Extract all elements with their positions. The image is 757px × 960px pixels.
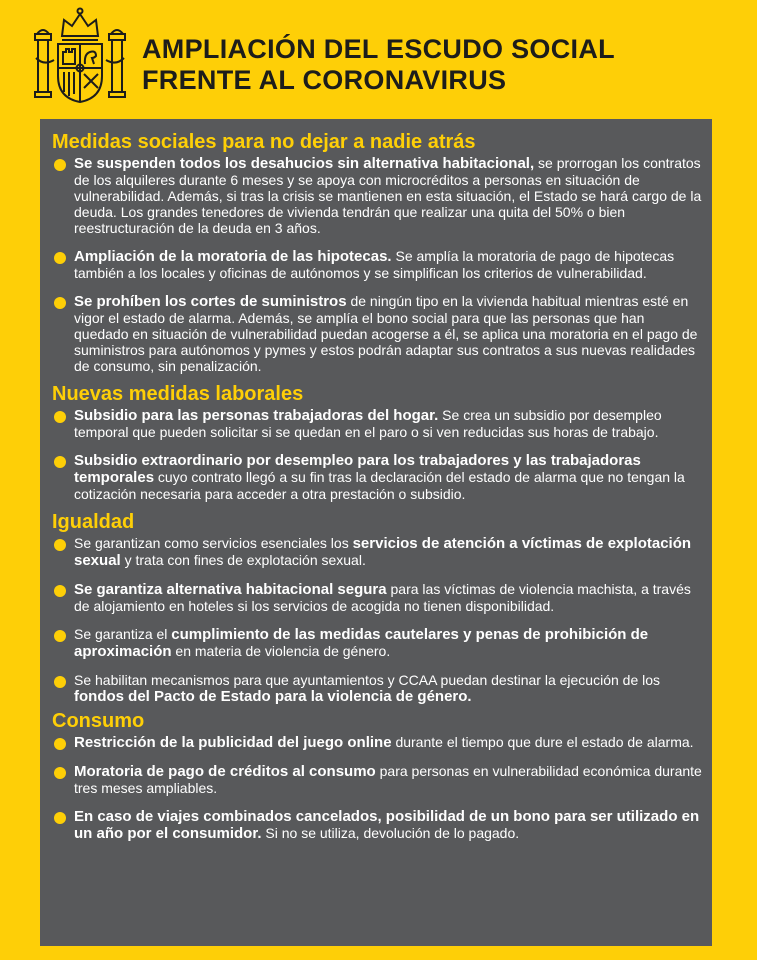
bullet-dot-icon — [54, 159, 66, 171]
item-text: durante el tiempo que dure el estado de alarma. — [391, 734, 694, 750]
bullet-dot-icon — [54, 539, 66, 551]
item-text: en materia de violencia de género. — [171, 643, 391, 659]
item-text: y trata con fines de explotación sexual. — [120, 552, 366, 568]
list-item — [52, 452, 702, 502]
item-text: de ningún tipo en la vivienda habitual mientras esté en vigor el estado de alarma. Además, se amplía el bono social para que las personas que han quedado en situación de vulnerabilidad puedan acogerse a él, se aplica una moratoria en el pago de suministros para autónomos y pymes y estos podrán adaptar sus contratos a sus nuevas realidades de consumo, sin penalización. — [74, 293, 698, 374]
page-title — [142, 34, 615, 96]
title-line-1: AMPLIACIÓN DEL ESCUDO SOCIAL — [142, 34, 615, 64]
list-item — [52, 808, 702, 842]
bullet-dot-icon — [54, 297, 66, 309]
list-item — [52, 407, 702, 440]
list-item — [52, 155, 702, 236]
item-bold: Restricción de la publicidad del juego online — [74, 734, 392, 751]
item-bold: Se garantiza alternativa habitacional segura — [74, 581, 387, 598]
item-bold: En caso de viajes combinados cancelados, posibilidad de un bono para ser utilizado en un año por el consumidor. — [74, 808, 700, 842]
title-line-2: FRENTE AL CORONAVIRUS — [142, 65, 507, 95]
bullet-dot-icon — [54, 585, 66, 597]
section-title-medidas-laborales: Nuevas medidas laborales — [52, 383, 304, 405]
bullet-dot-icon — [54, 411, 66, 423]
bullet-dot-icon — [54, 767, 66, 779]
item-text: Si no se utiliza, devolución de lo pagado. — [261, 825, 520, 841]
bullet-dot-icon — [54, 252, 66, 264]
item-pre: Se habilitan mecanismos para que ayuntamientos y CCAA puedan destinar la ejecución de los — [74, 672, 661, 688]
section-title-igualdad: Igualdad — [52, 511, 135, 533]
coat-of-arms-icon — [34, 6, 126, 106]
item-text: Se amplía la moratoria de pago de hipotecas también a los locales y oficinas de autónomos y se simplifican los criterios de vulnerabilidad. — [74, 248, 675, 281]
list-item — [52, 535, 702, 569]
item-bold: Subsidio extraordinario por desempleo para los trabajadores y las trabajadoras temporales — [74, 452, 641, 486]
item-bold: fondos del Pacto de Estado para la violencia de género. — [74, 688, 472, 705]
list-item — [52, 581, 702, 614]
item-bold: Ampliación de la moratoria de las hipotecas. — [74, 248, 392, 265]
item-bold: Se prohíben los cortes de suministros — [74, 293, 347, 310]
item-text: para personas en vulnerabilidad económica durante tres meses ampliables. — [74, 763, 702, 796]
list-item — [52, 626, 702, 660]
bullet-dot-icon — [54, 812, 66, 824]
list-item — [52, 734, 702, 751]
item-pre: Se garantiza el — [74, 626, 172, 642]
item-bold: Subsidio para las personas trabajadoras del hogar. — [74, 407, 439, 424]
item-pre: Se garantizan como servicios esenciales los — [74, 535, 353, 551]
list-item — [52, 293, 702, 374]
bullet-dot-icon — [54, 676, 66, 688]
item-bold: cumplimiento de las medidas cautelares y penas de prohibición de aproximación — [74, 626, 649, 660]
item-bold: Moratoria de pago de créditos al consumo — [74, 763, 376, 780]
item-bold: Se suspenden todos los desahucios sin alternativa habitacional, — [74, 155, 535, 172]
section-title-consumo: Consumo — [52, 710, 145, 732]
item-text: Se crea un subsidio por desempleo temporal que pueden solicitar si se quedan en el paro o si ven reducidas sus horas de trabajo. — [74, 407, 662, 440]
list-item — [52, 248, 702, 281]
list-item — [52, 672, 702, 705]
bullet-dot-icon — [54, 456, 66, 468]
item-text: se prorrogan los contratos de los alquileres durante 6 meses y se apoya con microcréditos a personas en situación de vulnerabilidad. Además, si tras la crisis se mantienen en esta situación, el Estado se hará cargo de la deuda. Los grandes tenedores de vivienda tendrán que realizar una quita del 50% o bien reestructuración de la deuda en 3 años. — [74, 155, 702, 236]
bullet-dot-icon — [54, 630, 66, 642]
content-panel — [40, 119, 712, 946]
header — [0, 0, 757, 118]
list-item — [52, 763, 702, 796]
item-text: cuyo contrato llegó a su fin tras la declaración del estado de alarma que no tengan la cotización necesaria para acceder a otra prestación o subsidio. — [74, 469, 685, 502]
bullet-dot-icon — [54, 738, 66, 750]
item-text: para las víctimas de violencia machista, a través de alojamiento en hoteles si los servicios de acogida no tienen disponibilidad. — [74, 581, 691, 614]
item-bold: servicios de atención a víctimas de explotación sexual — [74, 535, 692, 569]
section-title-medidas-sociales: Medidas sociales para no dejar a nadie atrás — [52, 131, 476, 153]
